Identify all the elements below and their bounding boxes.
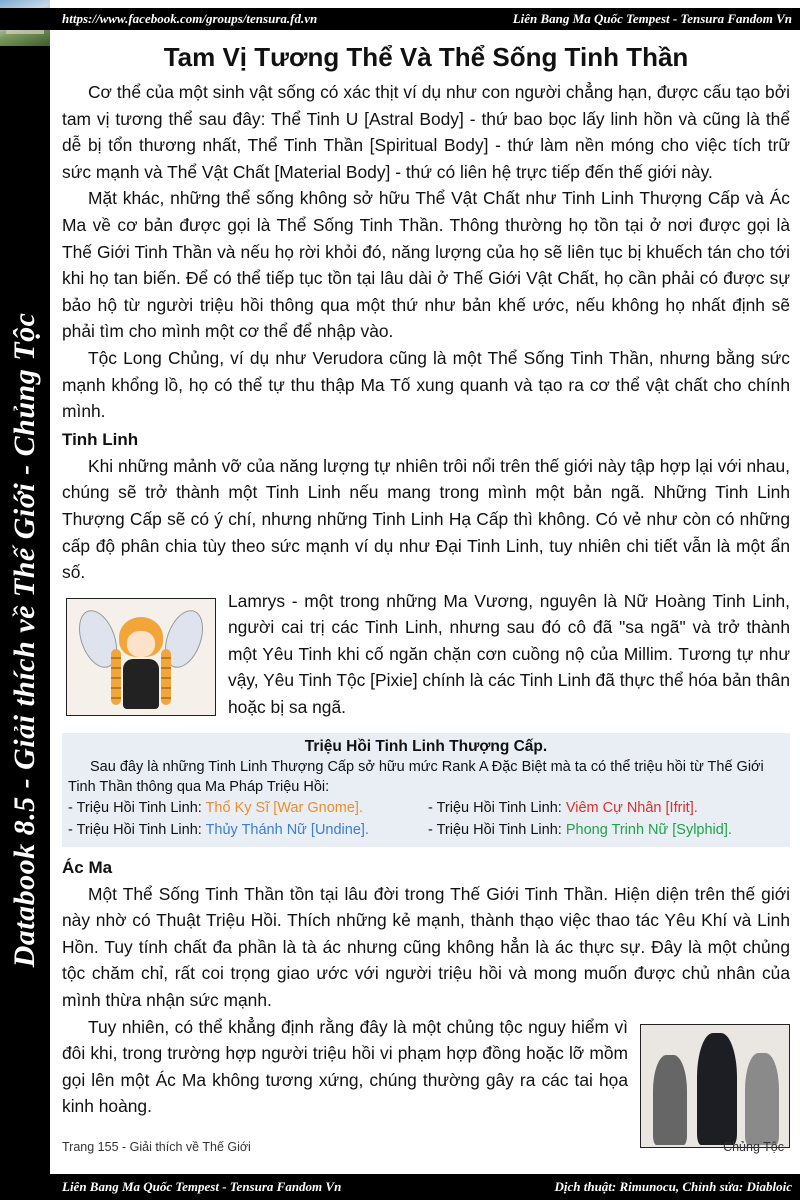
page-content bbox=[62, 34, 790, 1152]
summon-box bbox=[62, 733, 790, 847]
summon-name: Viêm Cự Nhân [Ifrit]. bbox=[565, 799, 698, 816]
group-name: Liên Bang Ma Quốc Tempest - Tensura Fandom Vn bbox=[512, 11, 792, 26]
summon-name: Thổ Ky Sĩ [War Gnome]. bbox=[205, 799, 363, 816]
summon-intro: Sau đây là những Tinh Linh Thượng Cấp sở hữu mức Rank A Đặc Biệt mà ta có thể triệu hồi từ Thế Giới Tinh Thần thông qua Ma Pháp Triệu Hồi: bbox=[68, 758, 764, 795]
summon-item: - Triệu Hồi Tinh Linh: Thủy Thánh Nữ [Undine]. bbox=[68, 821, 369, 838]
group-url[interactable]: https://www.facebook.com/groups/tensura.fd.vn bbox=[62, 11, 318, 26]
summon-item: - Triệu Hồi Tinh Linh: Viêm Cự Nhân [Ifrit]. bbox=[428, 799, 698, 816]
summon-list bbox=[68, 797, 784, 841]
lamrys-illustration bbox=[66, 598, 216, 716]
page-footer bbox=[62, 1140, 784, 1154]
lamrys-caption: Lamrys - một trong những Ma Vương, nguyên là Nữ Hoàng Tinh Linh, người cai trị các Tinh Linh, nhưng sau đó cô đã "sa ngã" và trở thành một Yêu Tinh khi cố ngăn chặn cơn cuồng nộ của Millim. Tương tự như vậy, Yêu Tinh Tộc [Pixie] chính là các Tinh Linh đã thực thể hóa bản thân hoặc bị sa ngã. bbox=[228, 590, 790, 718]
summon-title: Triệu Hồi Tinh Linh Thượng Cấp. bbox=[304, 737, 548, 755]
top-bar bbox=[0, 8, 800, 30]
page-title: Tam Vị Tương Thể Và Thể Sống Tinh Thần bbox=[163, 42, 689, 72]
summon-name: Thủy Thánh Nữ [Undine]. bbox=[205, 821, 369, 838]
bottom-bar bbox=[0, 1174, 800, 1200]
paragraph: Tộc Long Chủng, ví dụ như Verudora cũng là một Thể Sống Tinh Thần, nhưng bằng sức mạnh khổng lồ, họ có thể tự thu thập Ma Tố xung quanh và tạo ra cơ thể vật chất cho chính mình. bbox=[62, 347, 790, 422]
section-heading-ac-ma: Ác Ma bbox=[62, 857, 113, 877]
summon-item: - Triệu Hồi Tinh Linh: Thổ Ky Sĩ [War Gnome]. bbox=[68, 799, 363, 816]
paragraph: Khi những mảnh vỡ của năng lượng tự nhiên trôi nổi trên thế giới này tập hợp lại với nhau, chúng sẽ trở thành một Tinh Linh nếu mang trong mình một bản ngã. Những Tinh Linh Thượng Cấp sẽ có ý chí, nhưng những Tinh Linh Hạ Cấp thì không. Có vẻ như còn có những cấp độ phân chia tùy theo sức mạnh ví dụ như Đại Tinh Linh, tuy nhiên chi tiết vẫn là một ẩn số. bbox=[62, 455, 790, 583]
section-heading-tinh-linh: Tinh Linh bbox=[62, 429, 139, 449]
footer-section-label: Chủng Tộc bbox=[723, 1140, 784, 1154]
summon-name: Phong Trinh Nữ [Sylphid]. bbox=[565, 821, 732, 838]
demon-illustration bbox=[640, 1024, 790, 1148]
footer-page-label: Trang 155 - Giải thích về Thế Giới bbox=[62, 1140, 251, 1154]
lamrys-figure bbox=[62, 588, 790, 721]
paragraph: Cơ thể của một sinh vật sống có xác thịt ví dụ như con người chẳng hạn, được cấu tạo bởi tam vị tương thể sau đây: Thể Tinh U [Astral Body] - thứ bao bọc lấy linh hồn và cũng là thể dễ bị tổn thương nhất, Thể Tinh Thần [Spiritual Body] - thứ làm nền móng cho việc tích trữ sức mạnh và Thể Vật Chất [Material Body] - thứ có liên hệ trực tiếp đến thế giới này. bbox=[62, 82, 790, 182]
paragraph: Một Thể Sống Tinh Thần tồn tại lâu đời trong Thế Giới Tinh Thần. Hiện diện trên thế giới này nhờ có Thuật Triệu Hồi. Thích những kẻ mạnh, thành thạo việc thao tác Yêu Khí và Linh Hồn. Tuy tính chất đa phần là tà ác nhưng cũng không hẳn là ác thực sự. Đây là một chủng tộc chăm chỉ, rất coi trọng giao ước với người triệu hồi và mong muốn được chủ nhân của mình thừa nhận sức mạnh. bbox=[62, 883, 790, 1011]
paragraph: Tuy nhiên, có thể khẳng định rằng đây là một chủng tộc nguy hiểm vì đôi khi, trong trường hợp người triệu hồi vi phạm hợp đồng hoặc lỡ mồm gọi lên một Ác Ma không tương xứng, chúng thường gây ra các tai họa kinh hoàng. bbox=[62, 1016, 628, 1117]
paragraph: Mặt khác, những thể sống không sở hữu Thể Vật Chất như Tinh Linh Thượng Cấp và Ác Ma về cơ bản được gọi là Thể Sống Tinh Thần. Thông thường họ tồn tại ở nơi được gọi là Thế Giới Tinh Thần và nếu họ rời khỏi đó, năng lượng của họ sẽ liên tục bị khuếch tán cho tới khi họ tan biến. Để có thể tiếp tục tồn tại lâu dài ở Thế Giới Vật Chất, họ cần phải có được sự bảo hộ từ người triệu hồi thông qua một thứ như bản khế ước, nếu không họ nhất định sẽ phải tìm cho mình một cơ thể để nhập vào. bbox=[62, 188, 790, 342]
side-title: Databook 8.5 - Giải thích về Thế Giới - Chủng Tộc bbox=[8, 312, 41, 968]
side-strip bbox=[0, 0, 50, 1200]
summon-item: - Triệu Hồi Tinh Linh: Phong Trinh Nữ [Sylphid]. bbox=[428, 821, 732, 838]
credits: Dịch thuật: Rimunocu, Chỉnh sửa: Diabloic bbox=[554, 1179, 792, 1194]
bottom-group-name: Liên Bang Ma Quốc Tempest - Tensura Fandom Vn bbox=[62, 1179, 342, 1194]
